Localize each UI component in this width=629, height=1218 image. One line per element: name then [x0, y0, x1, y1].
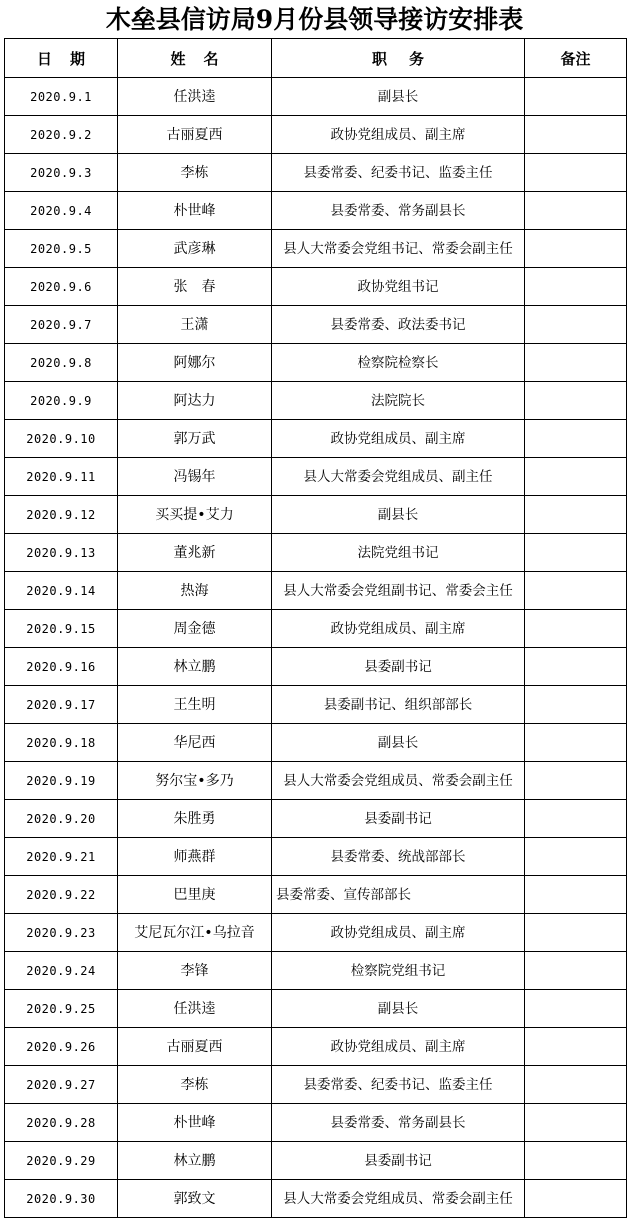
name-cell: 古丽夏西: [118, 116, 272, 154]
table-row: [5, 1028, 627, 1066]
name-cell: 华尼西: [118, 724, 272, 762]
remarks-cell: [525, 838, 627, 876]
name-cell: 朴世峰: [118, 1104, 272, 1142]
remarks-cell: [525, 1142, 627, 1180]
date-cell: 2020.9.1: [5, 78, 118, 116]
table-row: [5, 914, 627, 952]
position-cell: 县委常委、纪委书记、监委主任: [272, 1066, 525, 1104]
position-cell: 县委常委、纪委书记、监委主任: [272, 154, 525, 192]
name-cell: 热海: [118, 572, 272, 610]
name-cell: 任洪逵: [118, 78, 272, 116]
position-cell: 县委常委、政法委书记: [272, 306, 525, 344]
position-cell: 政协党组书记: [272, 268, 525, 306]
date-cell: 2020.9.29: [5, 1142, 118, 1180]
date-cell: 2020.9.26: [5, 1028, 118, 1066]
schedule-table: [4, 38, 627, 1218]
remarks-cell: [525, 1066, 627, 1104]
name-cell: 武彦琳: [118, 230, 272, 268]
table-row: [5, 1142, 627, 1180]
remarks-cell: [525, 762, 627, 800]
table-row: [5, 648, 627, 686]
position-cell: 县委副书记: [272, 648, 525, 686]
name-cell: 李锋: [118, 952, 272, 990]
date-cell: 2020.9.22: [5, 876, 118, 914]
name-cell: 阿达力: [118, 382, 272, 420]
name-cell: 买买提•艾力: [118, 496, 272, 534]
remarks-cell: [525, 420, 627, 458]
position-cell: 县委副书记: [272, 800, 525, 838]
position-cell: 政协党组成员、副主席: [272, 1028, 525, 1066]
remarks-cell: [525, 458, 627, 496]
remarks-cell: [525, 1104, 627, 1142]
name-cell: 朱胜勇: [118, 800, 272, 838]
table-row: [5, 838, 627, 876]
table-row: [5, 876, 627, 914]
table-row: [5, 154, 627, 192]
position-cell: 县委副书记: [272, 1142, 525, 1180]
date-cell: 2020.9.2: [5, 116, 118, 154]
name-cell: 林立鹏: [118, 1142, 272, 1180]
date-cell: 2020.9.18: [5, 724, 118, 762]
name-cell: 李栋: [118, 154, 272, 192]
date-cell: 2020.9.11: [5, 458, 118, 496]
table-row: [5, 952, 627, 990]
position-cell: 副县长: [272, 724, 525, 762]
date-cell: 2020.9.14: [5, 572, 118, 610]
name-cell: 阿娜尔: [118, 344, 272, 382]
table-row: [5, 1180, 627, 1218]
name-cell: 师燕群: [118, 838, 272, 876]
remarks-cell: [525, 306, 627, 344]
remarks-cell: [525, 534, 627, 572]
table-row: [5, 344, 627, 382]
table-row: [5, 762, 627, 800]
remarks-cell: [525, 230, 627, 268]
table-row: [5, 1104, 627, 1142]
date-cell: 2020.9.10: [5, 420, 118, 458]
position-cell: 法院党组书记: [272, 534, 525, 572]
position-cell: 县委副书记、组织部部长: [272, 686, 525, 724]
table-row: [5, 800, 627, 838]
table-row: [5, 116, 627, 154]
date-cell: 2020.9.7: [5, 306, 118, 344]
position-cell: 副县长: [272, 990, 525, 1028]
date-cell: 2020.9.25: [5, 990, 118, 1028]
table-row: [5, 458, 627, 496]
table-row: [5, 534, 627, 572]
remarks-cell: [525, 800, 627, 838]
date-cell: 2020.9.27: [5, 1066, 118, 1104]
date-cell: 2020.9.8: [5, 344, 118, 382]
table-row: [5, 420, 627, 458]
date-cell: 2020.9.16: [5, 648, 118, 686]
date-cell: 2020.9.4: [5, 192, 118, 230]
name-cell: 周金德: [118, 610, 272, 648]
table-row: [5, 306, 627, 344]
remarks-cell: [525, 154, 627, 192]
table-row: [5, 78, 627, 116]
remarks-cell: [525, 1028, 627, 1066]
date-cell: 2020.9.24: [5, 952, 118, 990]
table-row: [5, 572, 627, 610]
header-remarks: 备注: [525, 39, 627, 78]
remarks-cell: [525, 990, 627, 1028]
table-row: [5, 686, 627, 724]
date-cell: 2020.9.23: [5, 914, 118, 952]
remarks-cell: [525, 572, 627, 610]
name-cell: 王生明: [118, 686, 272, 724]
position-cell: 县委常委、常务副县长: [272, 1104, 525, 1142]
remarks-cell: [525, 116, 627, 154]
table-row: [5, 230, 627, 268]
table-row: [5, 192, 627, 230]
position-cell: 检察院党组书记: [272, 952, 525, 990]
table-row: [5, 1066, 627, 1104]
table-row: [5, 496, 627, 534]
position-cell: 副县长: [272, 496, 525, 534]
remarks-cell: [525, 268, 627, 306]
table-row: [5, 724, 627, 762]
header-position: 职务: [272, 39, 525, 78]
table-row: [5, 610, 627, 648]
remarks-cell: [525, 496, 627, 534]
date-cell: 2020.9.3: [5, 154, 118, 192]
remarks-cell: [525, 686, 627, 724]
name-cell: 张 春: [118, 268, 272, 306]
position-cell: 政协党组成员、副主席: [272, 420, 525, 458]
position-cell: 县委常委、统战部部长: [272, 838, 525, 876]
position-cell: 县人大常委会党组副书记、常委会主任: [272, 572, 525, 610]
remarks-cell: [525, 952, 627, 990]
name-cell: 朴世峰: [118, 192, 272, 230]
remarks-cell: [525, 876, 627, 914]
position-cell: 县委常委、宣传部部长: [272, 876, 525, 914]
name-cell: 古丽夏西: [118, 1028, 272, 1066]
table-row: [5, 382, 627, 420]
position-cell: 县委常委、常务副县长: [272, 192, 525, 230]
name-cell: 郭万武: [118, 420, 272, 458]
position-cell: 县人大常委会党组成员、副主任: [272, 458, 525, 496]
remarks-cell: [525, 192, 627, 230]
position-cell: 检察院检察长: [272, 344, 525, 382]
position-cell: 县人大常委会党组书记、常委会副主任: [272, 230, 525, 268]
position-cell: 政协党组成员、副主席: [272, 914, 525, 952]
remarks-cell: [525, 1180, 627, 1218]
date-cell: 2020.9.17: [5, 686, 118, 724]
remarks-cell: [525, 344, 627, 382]
remarks-cell: [525, 382, 627, 420]
remarks-cell: [525, 724, 627, 762]
position-cell: 县人大常委会党组成员、常委会副主任: [272, 1180, 525, 1218]
header-row: [5, 39, 627, 78]
date-cell: 2020.9.28: [5, 1104, 118, 1142]
date-cell: 2020.9.15: [5, 610, 118, 648]
position-cell: 副县长: [272, 78, 525, 116]
date-cell: 2020.9.5: [5, 230, 118, 268]
header-date: 日期: [5, 39, 118, 78]
header-name: 姓名: [118, 39, 272, 78]
page-title: 木垒县信访局9月份县领导接访安排表: [105, 5, 524, 34]
name-cell: 林立鹏: [118, 648, 272, 686]
date-cell: 2020.9.20: [5, 800, 118, 838]
remarks-cell: [525, 914, 627, 952]
date-cell: 2020.9.6: [5, 268, 118, 306]
date-cell: 2020.9.13: [5, 534, 118, 572]
name-cell: 郭致文: [118, 1180, 272, 1218]
name-cell: 任洪逵: [118, 990, 272, 1028]
position-cell: 县人大常委会党组成员、常委会副主任: [272, 762, 525, 800]
remarks-cell: [525, 78, 627, 116]
date-cell: 2020.9.12: [5, 496, 118, 534]
date-cell: 2020.9.19: [5, 762, 118, 800]
position-cell: 政协党组成员、副主席: [272, 610, 525, 648]
name-cell: 李栋: [118, 1066, 272, 1104]
name-cell: 巴里庚: [118, 876, 272, 914]
name-cell: 王潇: [118, 306, 272, 344]
date-cell: 2020.9.9: [5, 382, 118, 420]
date-cell: 2020.9.21: [5, 838, 118, 876]
position-cell: 政协党组成员、副主席: [272, 116, 525, 154]
table-row: [5, 268, 627, 306]
position-cell: 法院院长: [272, 382, 525, 420]
remarks-cell: [525, 610, 627, 648]
remarks-cell: [525, 648, 627, 686]
name-cell: 董兆新: [118, 534, 272, 572]
name-cell: 艾尼瓦尔江•乌拉音: [118, 914, 272, 952]
name-cell: 冯锡年: [118, 458, 272, 496]
name-cell: 努尔宝•多乃: [118, 762, 272, 800]
table-row: [5, 990, 627, 1028]
date-cell: 2020.9.30: [5, 1180, 118, 1218]
